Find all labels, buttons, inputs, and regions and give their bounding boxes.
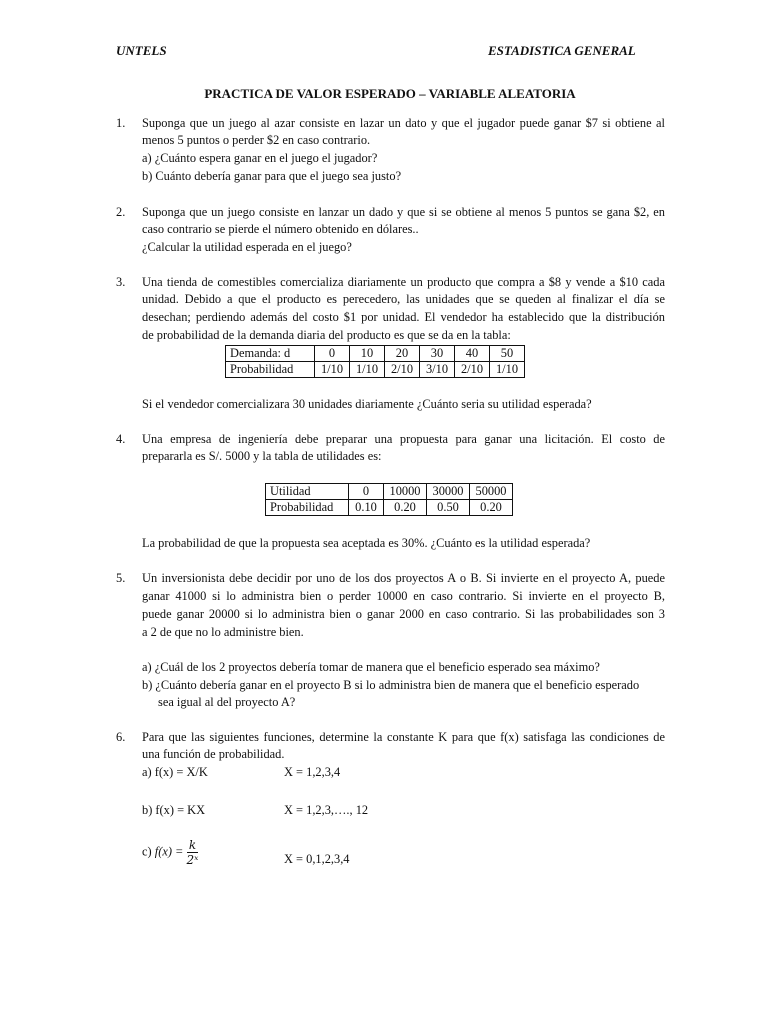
problem-6-item-c-domain: X = 0,1,2,3,4 — [284, 852, 350, 866]
problem-2-line-1: Suponga que un juego consiste en lanzar un dado y que si se obtiene al menos 5 puntos se gana $2, en — [142, 205, 665, 219]
problem-4-question: La probabilidad de que la propuesta sea aceptada es 30%. ¿Cuánto es la utilidad esperada? — [142, 536, 591, 550]
problem-5-number: 5. — [116, 571, 126, 585]
table-cell: 1/10 — [490, 362, 525, 378]
header-right: ESTADISTICA GENERAL — [488, 43, 636, 58]
table-cell: 30 — [420, 346, 455, 362]
problem-2-line-3: ¿Calcular la utilidad esperada en el juego? — [142, 240, 352, 254]
problem-5-item-a: a) ¿Cuál de los 2 proyectos debería tomar de manera que el beneficio esperado sea máximo? — [142, 660, 600, 674]
table-cell: 3/10 — [420, 362, 455, 378]
problem-6-item-a-function: a) f(x) = X/K — [142, 765, 208, 779]
problem-3-number: 3. — [116, 275, 126, 289]
problem-1-line-1: Suponga que un juego al azar consiste en lazar un dato y que el jugador puede ganar $7 si obtiene al — [142, 116, 665, 130]
table-cell: Probabilidad — [266, 500, 349, 516]
table-cell: 1/10 — [315, 362, 350, 378]
table-cell: 1/10 — [350, 362, 385, 378]
table-cell: Probabilidad — [226, 362, 315, 378]
problem-5-line-3: puede ganar 20000 si lo administra bien o ganar 2000 en caso contrario. Si las probabilidades son 3 — [142, 607, 665, 621]
problem-4-line-2: prepararla es S/. 5000 y la tabla de utilidades es: — [142, 449, 382, 463]
table-cell: 0.50 — [427, 500, 470, 516]
page-title: PRACTICA DE VALOR ESPERADO – VARIABLE ALEATORIA — [204, 86, 576, 101]
item-c-fx: f(x) = — [154, 844, 184, 859]
table-cell: 10 — [350, 346, 385, 362]
fraction-numerator: k — [187, 838, 199, 853]
problem-4-line-1: Una empresa de ingeniería debe preparar una propuesta para ganar una licitación. El costo de — [142, 432, 665, 446]
table-cell: 10000 — [384, 484, 427, 500]
problem-6-item-b-function: b) f(x) = KX — [142, 803, 206, 817]
problem-5-line-1: Un inversionista debe decidir por uno de los dos proyectos A o B. Si invierte en el proyecto A, puede — [142, 571, 665, 585]
table-cell: 20 — [385, 346, 420, 362]
problem-6-line-2: una función de probabilidad. — [142, 747, 285, 761]
table-cell: 40 — [455, 346, 490, 362]
table-row — [266, 500, 513, 516]
problem-1-item-b: b) Cuánto debería ganar para que el juego sea justo? — [142, 169, 402, 183]
problem-5-item-b-cont: sea igual al del proyecto A? — [158, 695, 296, 709]
problem-6-item-b-domain: X = 1,2,3,…., 12 — [284, 803, 369, 817]
problem-1-item-a: a) ¿Cuánto espera ganar en el juego el jugador? — [142, 151, 378, 165]
problem-4-number: 4. — [116, 432, 126, 446]
problem-3-line-4: de probabilidad de la demanda diaria del producto es que se da en la tabla: — [142, 328, 511, 342]
fraction — [187, 838, 199, 867]
problem-2-number: 2. — [116, 205, 126, 219]
table-cell: 50000 — [470, 484, 513, 500]
problem-5-item-b: b) ¿Cuánto debería ganar en el proyecto B si lo administra bien de manera que el beneficio esperado — [142, 678, 640, 692]
header-left: UNTELS — [116, 43, 167, 58]
table-row — [226, 362, 525, 378]
table-cell: 2/10 — [455, 362, 490, 378]
table-cell: 2/10 — [385, 362, 420, 378]
problem-6-item-c-function — [142, 838, 198, 867]
problem-6-number: 6. — [116, 730, 126, 744]
table-row — [226, 346, 525, 362]
item-c-label: c) — [142, 844, 152, 859]
table-cell: 50 — [490, 346, 525, 362]
table-row — [266, 484, 513, 500]
problem-3-line-1: Una tienda de comestibles comercializa diariamente un producto que compra a $8 y vende a $10 cada — [142, 275, 665, 289]
problem-5-line-4: a 2 de que no lo administre bien. — [142, 625, 304, 639]
table-cell: 30000 — [427, 484, 470, 500]
problem-3-line-2: unidad. Debido a que el producto es perecedero, las unidades que se queden al finalizar el día se — [142, 292, 665, 306]
problem-3-question: Si el vendedor comercializara 30 unidades diariamente ¿Cuánto seria su utilidad esperada? — [142, 397, 592, 411]
table-cell: 0.20 — [384, 500, 427, 516]
utility-table — [265, 483, 513, 516]
problem-5-line-2: ganar 41000 si lo administra bien o perder 10000 en caso contrario. Si invierte en el proyecto B, — [142, 589, 665, 603]
table-cell: 0 — [315, 346, 350, 362]
table-cell: Demanda: d — [226, 346, 315, 362]
fraction-denominator: 2ˣ — [186, 853, 199, 867]
problem-1-line-2: menos 5 puntos o perder $2 en caso contrario. — [142, 133, 371, 147]
problem-2-line-2: caso contrario se pierde el número obtenido en dólares.. — [142, 222, 419, 236]
table-cell: 0.10 — [349, 500, 384, 516]
table-cell: 0.20 — [470, 500, 513, 516]
problem-6-line-1: Para que las siguientes funciones, determine la constante K para que f(x) satisfaga las condiciones de — [142, 730, 665, 744]
demand-table — [225, 345, 525, 378]
table-cell: 0 — [349, 484, 384, 500]
problem-6-item-a-domain: X = 1,2,3,4 — [284, 765, 341, 779]
problem-3-line-3: desechan; perdiendo además del costo $1 por unidad. El vendedor ha establecido que la distribución — [142, 310, 665, 324]
problem-1-number: 1. — [116, 116, 126, 130]
table-cell: Utilidad — [266, 484, 349, 500]
